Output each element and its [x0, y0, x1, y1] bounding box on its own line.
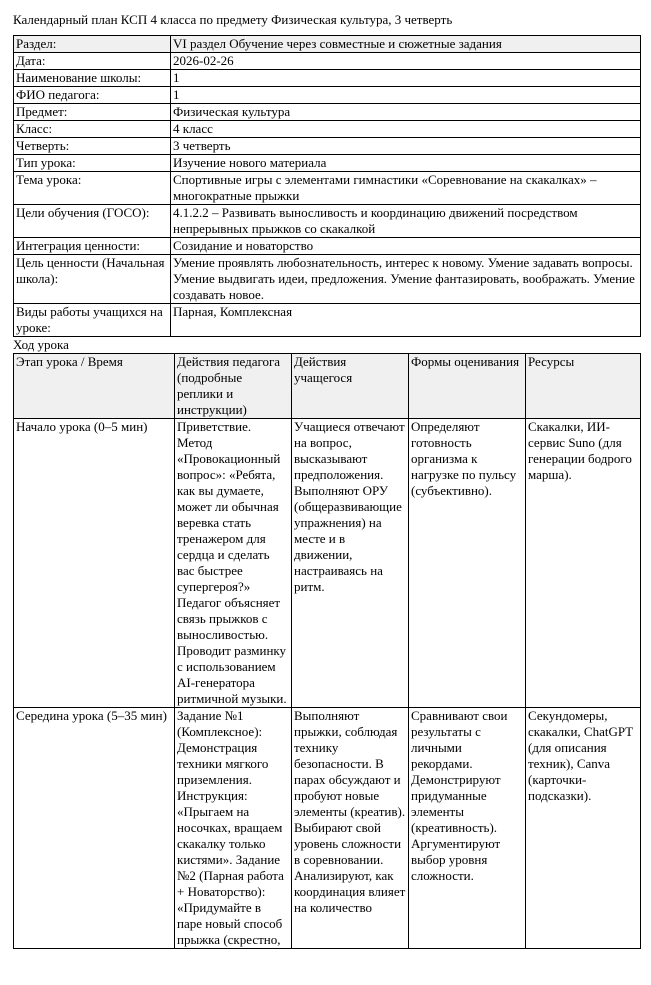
info-row	[14, 304, 641, 337]
info-label: ФИО педагога:	[14, 87, 171, 104]
info-label: Тема урока:	[14, 172, 171, 205]
info-label: Цель ценности (Начальная школа):	[14, 255, 171, 304]
cell-stage: Начало урока (0–5 мин)	[14, 419, 175, 708]
info-label: Наименование школы:	[14, 70, 171, 87]
info-row	[14, 53, 641, 70]
info-row	[14, 104, 641, 121]
info-value: Физическая культура	[171, 104, 641, 121]
info-label: Виды работы учащихся на уроке:	[14, 304, 171, 337]
info-row	[14, 238, 641, 255]
info-value: 2026-02-26	[171, 53, 641, 70]
cell-assessment: Определяют готовность организма к нагрузке по пульсу (субъективно).	[409, 419, 526, 708]
info-row	[14, 205, 641, 238]
info-value: 4.1.2.2 – Развивать выносливость и координацию движений посредством непрерывных прыжков со скакалкой	[171, 205, 641, 238]
info-label: Цели обучения (ГОСО):	[14, 205, 171, 238]
info-row	[14, 255, 641, 304]
info-value: Спортивные игры с элементами гимнастики «Соревнование на скакалках» – многократные прыжки	[171, 172, 641, 205]
info-value: Парная, Комплексная	[171, 304, 641, 337]
info-label: Предмет:	[14, 104, 171, 121]
info-label: Класс:	[14, 121, 171, 138]
info-value: VI раздел Обучение через совместные и сюжетные задания	[171, 36, 641, 53]
info-row	[14, 121, 641, 138]
table-row	[14, 419, 641, 708]
lesson-header-row	[14, 354, 641, 419]
info-value: 4 класс	[171, 121, 641, 138]
lesson-table	[13, 353, 641, 949]
lesson-flow-heading: Ход урока	[13, 337, 69, 352]
info-label: Четверть:	[14, 138, 171, 155]
info-row	[14, 172, 641, 205]
info-row	[14, 138, 641, 155]
info-label: Тип урока:	[14, 155, 171, 172]
header-student: Действия учащегося	[292, 354, 409, 419]
info-label: Раздел:	[14, 36, 171, 53]
info-label: Интеграция ценности:	[14, 238, 171, 255]
document	[13, 11, 641, 949]
info-value: Изучение нового материала	[171, 155, 641, 172]
cell-student: Выполняют прыжки, соблюдая технику безопасности. В парах обсуждают и пробуют новые элементы (креатив). Выбирают свой уровень сложности в соревновании. Анализируют, как координация влияет на количество	[292, 708, 409, 949]
info-value: Умение проявлять любознательность, интерес к новому. Умение задавать вопросы. Умение выдвигать идеи, предложения. Умение фантазировать, воображать. Умение создавать новое.	[171, 255, 641, 304]
cell-teacher: Задание №1 (Комплексное): Демонстрация техники мягкого приземления. Инструкция: «Прыгаем на носочках, вращаем скакалку только кистями». Задание №2 (Парная работа + Новаторство): «Придумайте в паре новый способ прыжка (скрестно,	[175, 708, 292, 949]
info-table	[13, 35, 641, 337]
info-row	[14, 155, 641, 172]
info-value: Созидание и новаторство	[171, 238, 641, 255]
cell-assessment: Сравнивают свои результаты с личными рекордами. Демонстрируют придуманные элементы (креативность). Аргументируют выбор уровня сложности.	[409, 708, 526, 949]
info-value: 1	[171, 87, 641, 104]
cell-resources: Скакалки, ИИ-сервис Suno (для генерации бодрого марша).	[526, 419, 641, 708]
header-teacher: Действия педагога (подробные реплики и инструкции)	[175, 354, 292, 419]
info-label: Дата:	[14, 53, 171, 70]
info-row	[14, 87, 641, 104]
info-value: 3 четверть	[171, 138, 641, 155]
cell-student: Учащиеся отвечают на вопрос, высказывают предположения. Выполняют ОРУ (общеразвивающие упражнения) на месте и в движении, настраиваясь на ритм.	[292, 419, 409, 708]
document-title: Календарный план КСП 4 класса по предмету Физическая культура, 3 четверть	[13, 12, 453, 27]
header-stage: Этап урока / Время	[14, 354, 175, 419]
header-resources: Ресурсы	[526, 354, 641, 419]
info-value: 1	[171, 70, 641, 87]
cell-stage: Середина урока (5–35 мин)	[14, 708, 175, 949]
table-row	[14, 708, 641, 949]
info-row	[14, 36, 641, 53]
info-row	[14, 70, 641, 87]
cell-resources: Секундомеры, скакалки, ChatGPT (для описания техник), Canva (карточки-подсказки).	[526, 708, 641, 949]
cell-teacher: Приветствие. Метод «Провокационный вопрос»: «Ребята, как вы думаете, может ли обычная веревка стать тренажером для сердца и сделать вас быстрее супергероя?» Педагог объясняет связь прыжков с выносливостью. Проводит разминку с использованием AI-генератора ритмичной музыки.	[175, 419, 292, 708]
header-assessment: Формы оценивания	[409, 354, 526, 419]
